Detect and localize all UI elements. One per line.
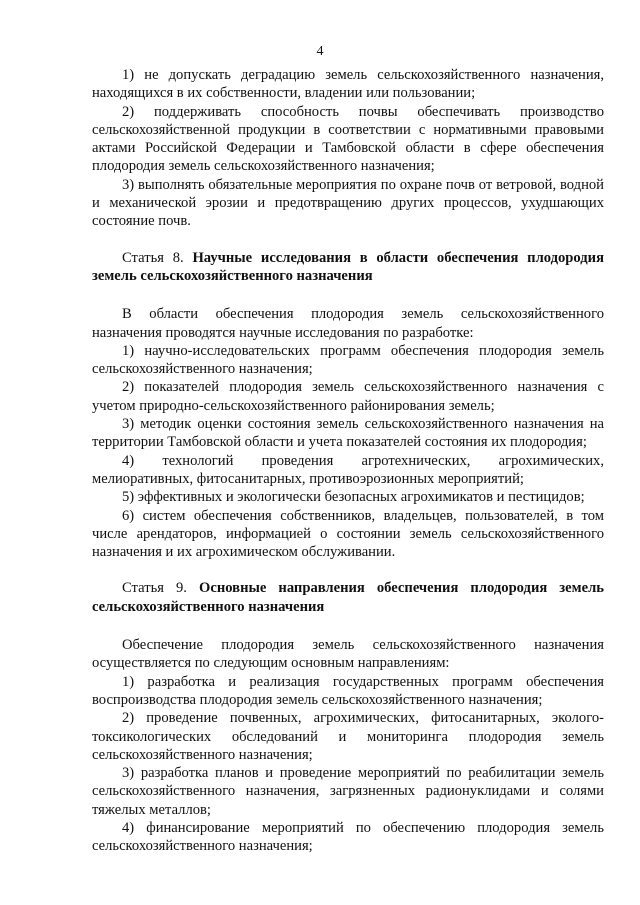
- article-8-item-5: 5) эффективных и экологически безопасных агрохимикатов и пестицидов;: [122, 489, 585, 506]
- article-9-item-2: 2) проведение почвенных, агрохимических, фитосанитарных, эколого-токсикологических обследований и мониторинга плодородия земель сельскохозяйственного назначения;: [92, 710, 604, 763]
- intro-item-1: 1) не допускать деградацию земель сельскохозяйственного назначения, находящихся в их собственности, владении или пользовании;: [92, 67, 604, 102]
- article-8-item-2: 2) показателей плодородия земель сельскохозяйственного назначения с учетом природно-сельскохозяйственного районирования земель;: [92, 379, 604, 414]
- intro-item-2: 2) поддерживать способность почвы обеспечивать производство сельскохозяйственной продукции в соответствии с нормативными правовыми актами Российской Федерации и Тамбовской области в сфере обеспечения плодородия земель сельскохозяйственного назначения;: [92, 103, 604, 175]
- article-9-title: Основные направления обеспечения плодородия земель сельскохозяйственного назначения: [92, 580, 604, 615]
- article-8-item-1: 1) научно-исследовательских программ обеспечения плодородия земель сельскохозяйственного назначения;: [92, 342, 604, 378]
- article-8-item-6: 6) систем обеспечения собственников, владельцев, пользователей, в том числе арендаторов, информацией о состоянии земель сельскохозяйственного назначения и их агрохимическом обслуживании.: [92, 507, 604, 561]
- article-8-lead: В области обеспечения плодородия земель сельскохозяйственного назначения проводятся научные исследования по разработке:: [92, 306, 604, 341]
- article-8-item-4: 4) технологий проведения агротехнических, агрохимических, мелиоративных, фитосанитарных, противоэрозионных мероприятий;: [92, 452, 604, 487]
- article-9-item-4: 4) финансирование мероприятий по обеспечению плодородия земель сельскохозяйственного назначения;: [92, 819, 604, 855]
- article-9-item-3: 3) разработка планов и проведение мероприятий по реабилитации земель сельскохозяйственного назначения, загрязненных радионуклидами и солями тяжелых металлов;: [92, 765, 604, 818]
- article-8-number: Статья 8.: [122, 249, 184, 266]
- article-9-heading: [92, 579, 604, 616]
- article-8-title: Научные исследования в области обеспечения плодородия земель сельскохозяйственного назначения: [92, 249, 604, 284]
- article-9-number: Статья 9.: [122, 580, 187, 597]
- page-number: 4: [316, 44, 324, 59]
- article-8-item-3: 3) методик оценки состояния земель сельскохозяйственного назначения на территории Тамбовской области и учета показателей состояния их плодородия;: [92, 416, 604, 451]
- article-8-heading: [92, 249, 604, 286]
- article-9-item-1: 1) разработка и реализация государственных программ обеспечения воспроизводства плодородия земель сельскохозяйственного назначения;: [92, 673, 604, 708]
- document-body: [92, 66, 604, 856]
- article-9-lead: Обеспечение плодородия земель сельскохозяйственного назначения осуществляется по следующим основным направлениям:: [92, 637, 604, 672]
- intro-item-3: 3) выполнять обязательные мероприятия по охране почв от ветровой, водной и механической эрозии и предотвращению других процессов, ухудшающих состояние почв.: [92, 176, 604, 230]
